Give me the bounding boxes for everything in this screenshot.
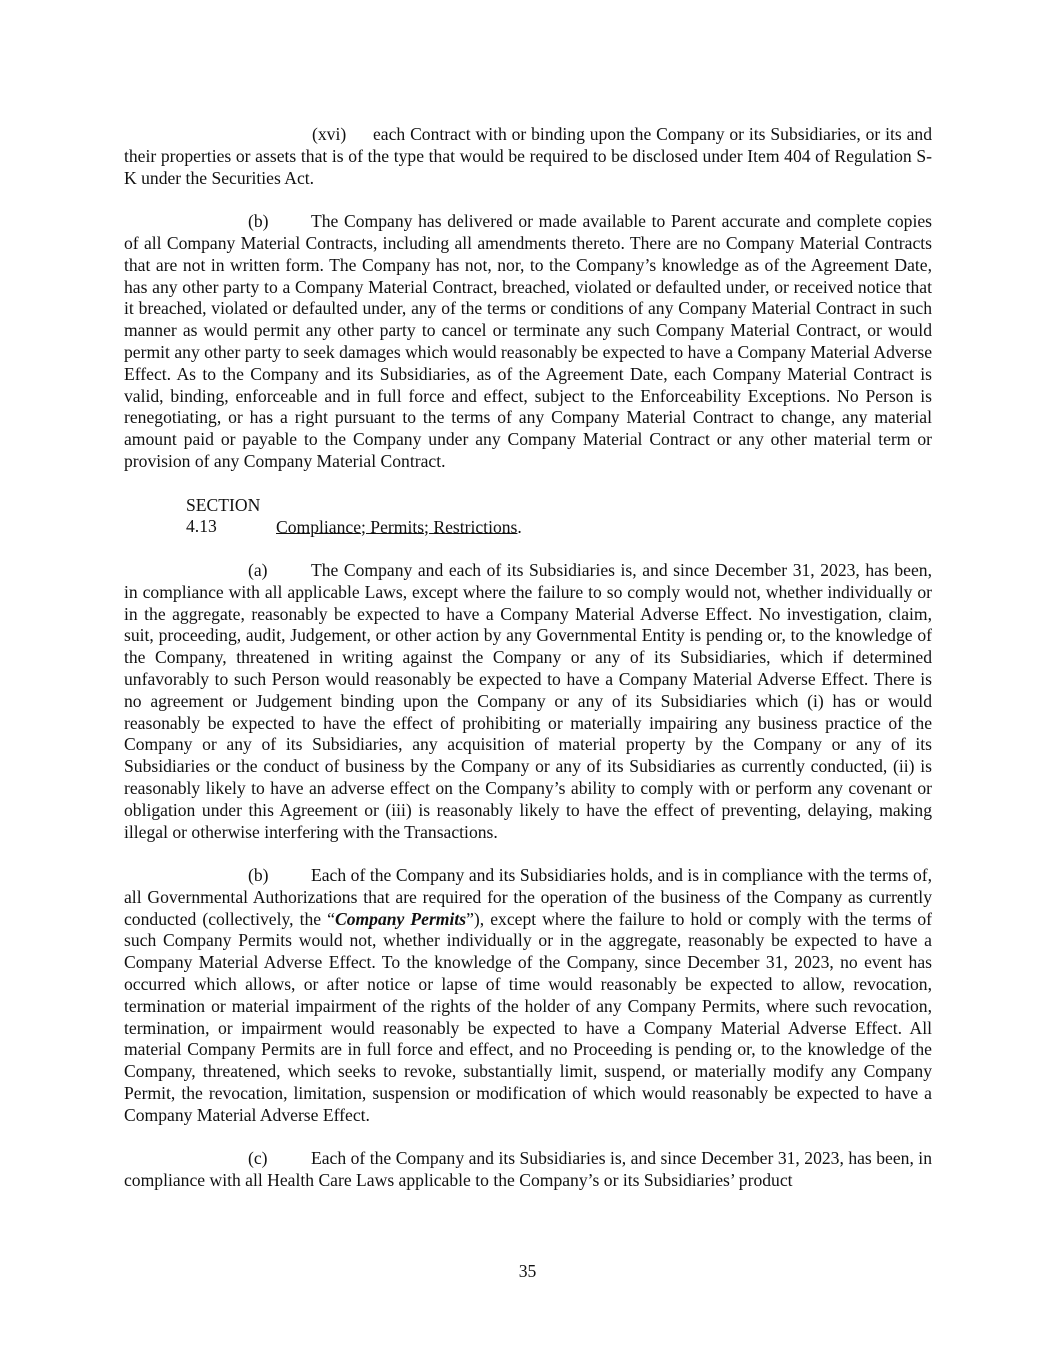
- section-number: SECTION 4.13: [186, 494, 261, 537]
- paragraph-a-compliance: [124, 560, 932, 843]
- paragraph-c-health: [124, 1148, 932, 1192]
- section-title-period: .: [517, 516, 522, 537]
- paragraph-b-contracts-text: The Company has delivered or made available to Parent accurate and complete copies of all Company Material Contracts, including all amendments thereto. There are no Company Material Contracts that are not in written form. The Company has not, nor, to the Company’s knowledge as of the Agreement Date, has any other party to a Company Material Contract, breached, violated or defaulted under, or received notice that it breached, violated or defaulted under, any of the terms or conditions of any Company Material Contract in such manner as would permit any other party to cancel or terminate any such Company Material Contract, or would permit any other party to seek damages which would reasonably be expected to have a Company Material Adverse Effect. As to the Company and its Subsidiaries, as of the Agreement Date, each Company Material Contract is valid, binding, enforceable and in full force and effect, subject to the Enforceability Exceptions. No Person is renegotiating, or has a right pursuant to the terms of any Company Material Contract to change, any material amount paid or payable to the Company under any Company Material Contract or any other material term or provision of any Company Material Contract.: [124, 211, 932, 471]
- paragraph-a-compliance-text: The Company and each of its Subsidiaries is, and since December 31, 2023, has been, in compliance with all applicable Laws, except where the failure to so comply would not, whether individually or in the aggregate, reasonably be expected to have a Company Material Adverse Effect. No investigation, claim, suit, proceeding, audit, Judgement, or other action by any Governmental Entity is pending or, to the knowledge of the Company, threatened in writing against the Company or any of its Subsidiaries, which if determined unfavorably to such Person would reasonably be expected to have a Company Material Adverse Effect. There is no agreement or Judgement binding upon the Company or any of its Subsidiaries which (i) has or would reasonably be expected to have the effect of prohibiting or materially impairing any business practice of the Company or any of its Subsidiaries, any acquisition of material property by the Company or any of its Subsidiaries or the conduct of business by the Company or any of its Subsidiaries as currently conducted, (ii) is reasonably likely to have an adverse effect on the Company’s ability to comply with or perform any covenant or obligation under this Agreement or (iii) is reasonably likely to have the effect of preventing, delaying, making illegal or otherwise interfering with the Transactions.: [124, 559, 932, 842]
- clause-xvi: [124, 124, 932, 189]
- paragraph-spacer: [124, 189, 932, 211]
- paragraph-b-permits: [124, 865, 932, 1127]
- paragraph-spacer: [124, 473, 932, 495]
- paragraph-c-health-text: Each of the Company and its Subsidiaries is, and since December 31, 2023, has been, in compliance with all Health Care Laws applicable to the Company’s or its Subsidiaries’ product: [124, 1148, 932, 1191]
- defined-term-company-permits: Company Permits: [334, 908, 467, 929]
- paragraph-spacer: [124, 843, 932, 865]
- paragraph-spacer: [124, 1127, 932, 1149]
- paragraph-c-health-label: (c): [248, 1148, 268, 1169]
- paragraph-b-contracts: [124, 211, 932, 473]
- paragraph-a-compliance-label: (a): [248, 559, 268, 580]
- paragraph-b-permits-text-after: ”), except where the failure to hold or comply with the terms of such Company Permits would not, whether individually or in the aggregate, reasonably be expected to have a Company Material Adverse Effect. To the knowledge of the Company, since December 31, 2023, no event has occurred which allows, or after notice or lapse of time would reasonably be expected to allow, revocation, termination or material impairment of the rights of the holder of any Company Permits, where such revocation, termination, or impairment would reasonably be expected to have a Company Material Adverse Effect. All material Company Permits are in full force and effect, and no Proceeding is pending or, to the knowledge of the Company, threatened, which seeks to revoke, substantially limit, suspend, or materially modify any Company Permit, the revocation, limitation, suspension or modification of which would reasonably be expected to have a Company Material Adverse Effect.: [124, 908, 933, 1125]
- page-number: 35: [518, 1261, 537, 1281]
- clause-xvi-label: (xvi): [312, 124, 347, 144]
- paragraph-b-permits-text-before: Each of the Company and its Subsidiaries holds, and is in compliance with the terms of, all Governmental Authorizations that are required for the operation of the business of the Company as currently conducted (collectively, the “: [124, 865, 932, 929]
- clause-xvi-text: each Contract with or binding upon the Company or its Subsidiaries, or its and their properties or assets that is of the type that would be required to be disclosed under Item 404 of Regulation S-K under the Securities Act.: [124, 124, 932, 188]
- section-title: Compliance; Permits; Restrictions: [276, 516, 518, 537]
- paragraph-b-permits-label: (b): [248, 865, 269, 886]
- section-heading: [124, 495, 932, 539]
- document-page: [124, 124, 932, 1192]
- paragraph-b-contracts-label: (b): [248, 211, 269, 232]
- paragraph-spacer: [124, 538, 932, 560]
